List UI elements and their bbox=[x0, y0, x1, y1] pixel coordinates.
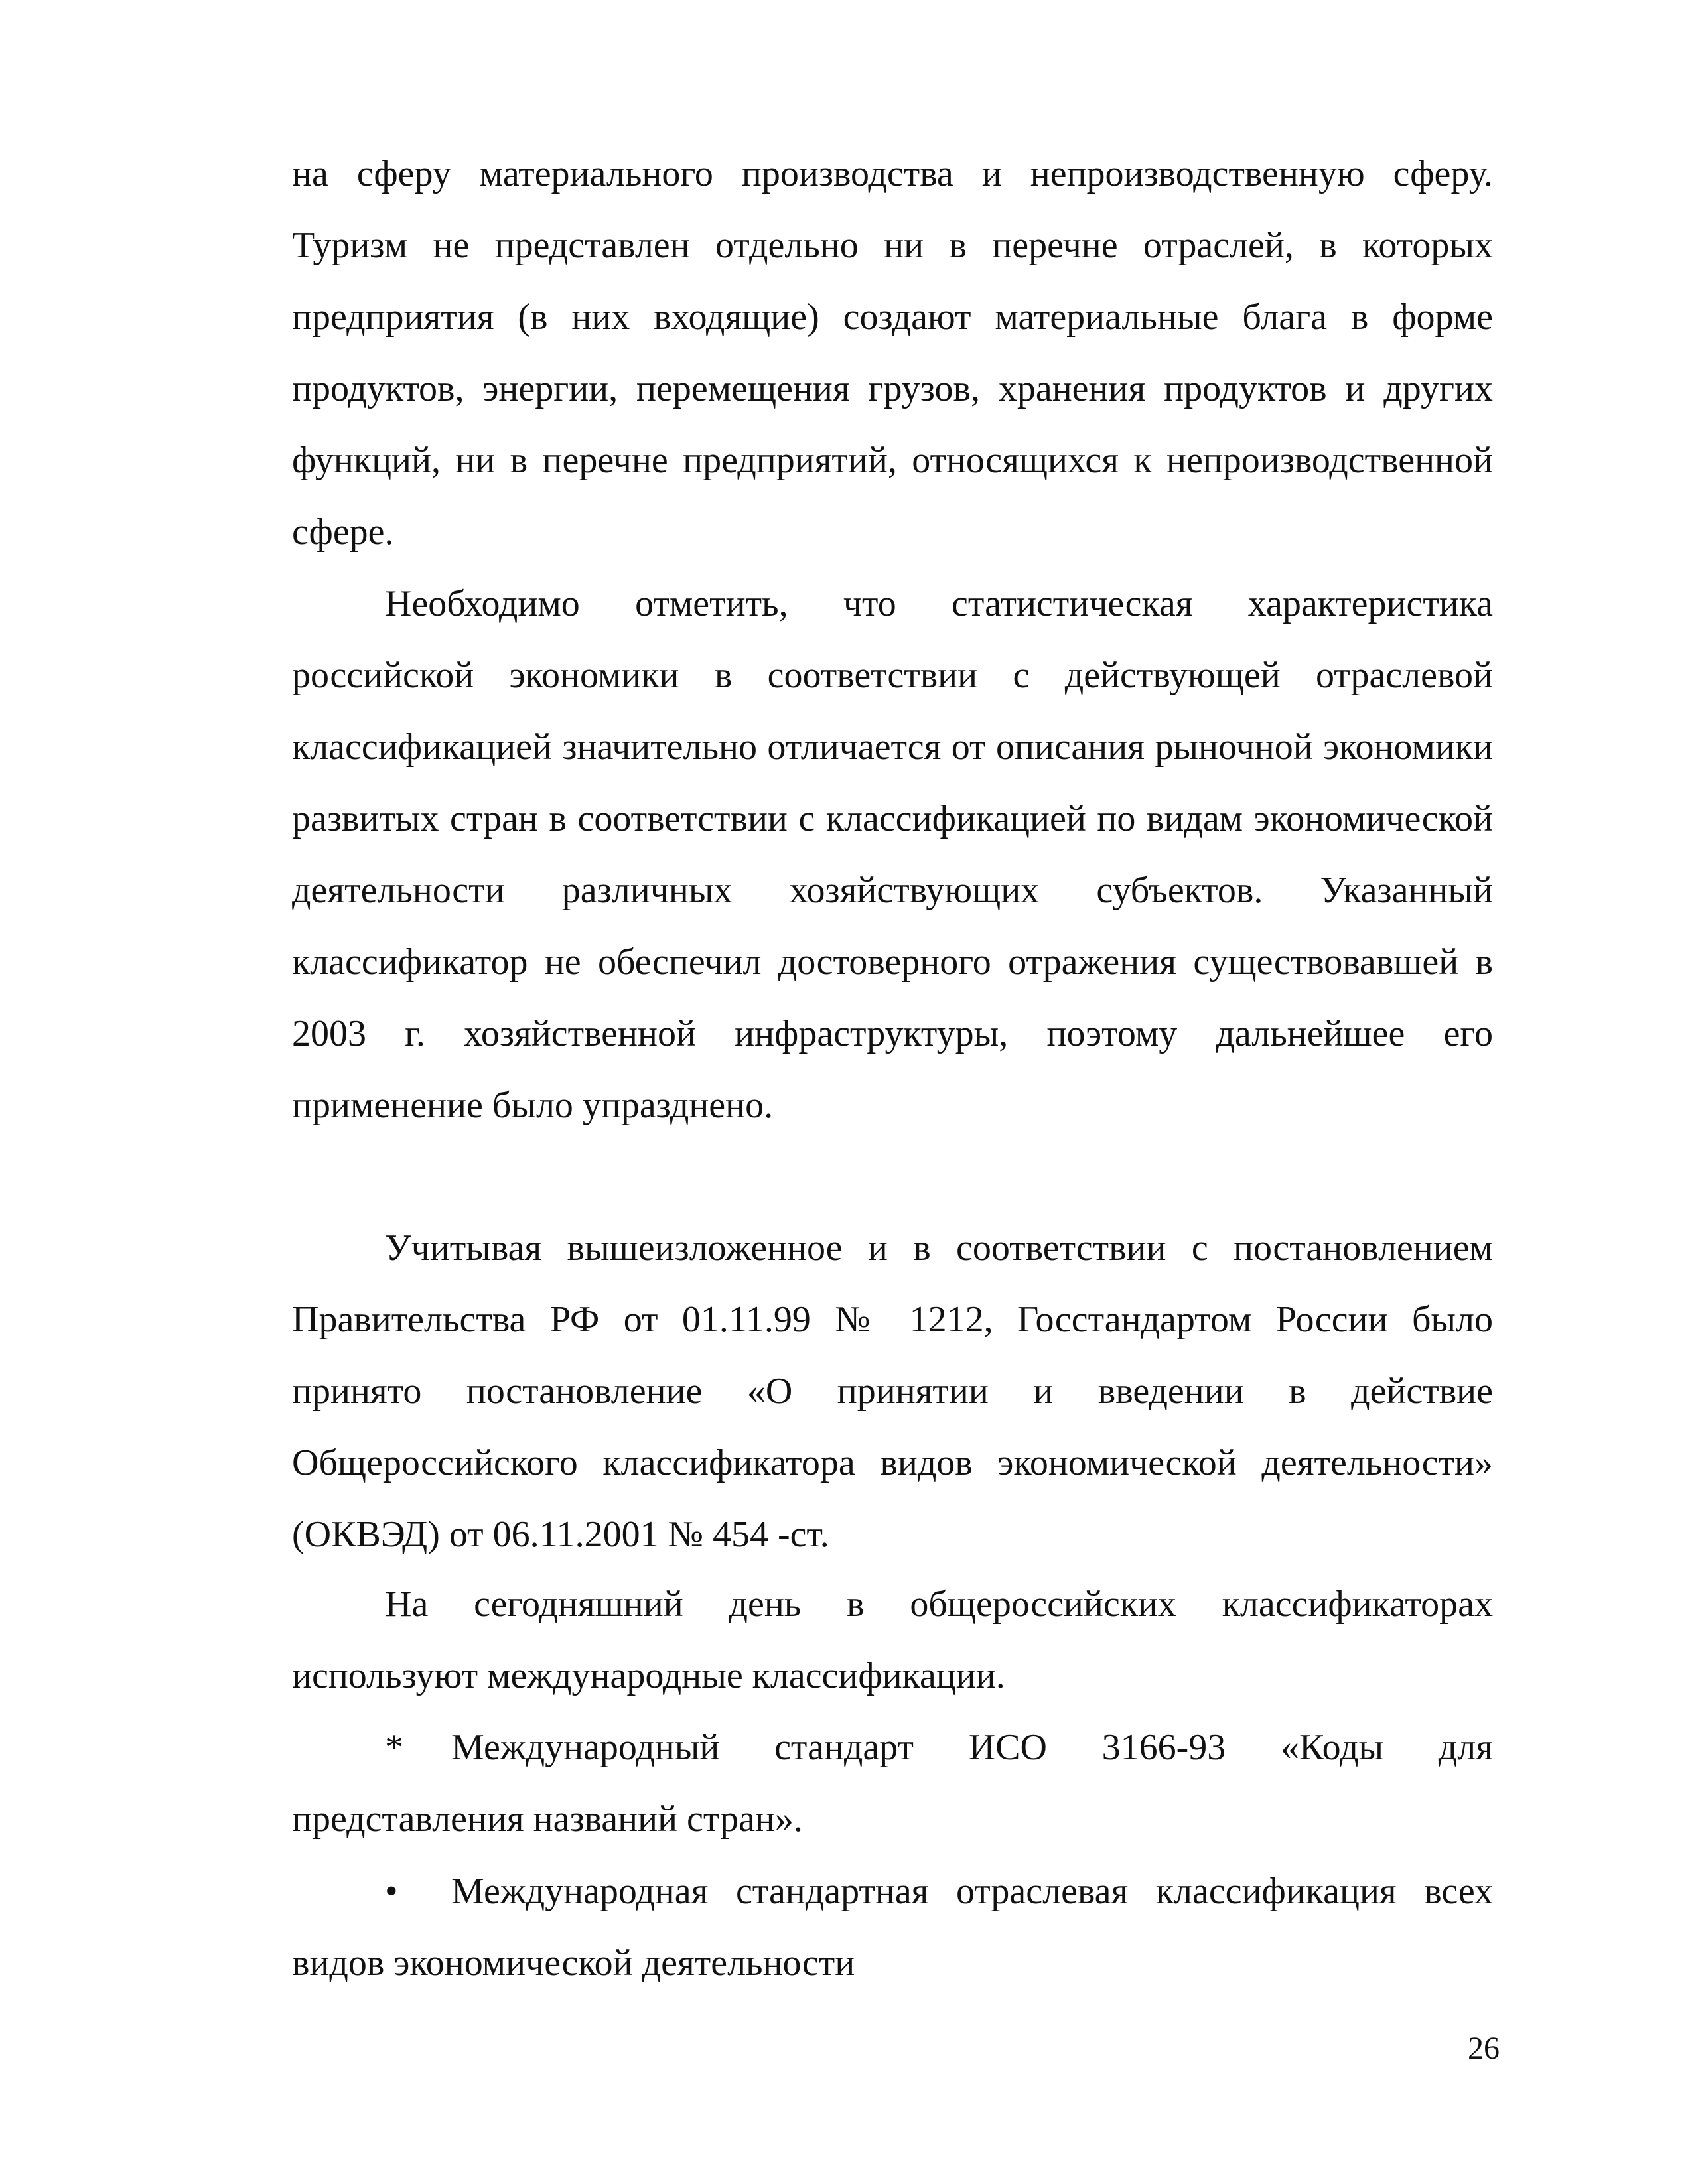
list-item-2-text: Международная стандартная отраслевая классификация всех видов экономической деятельности bbox=[292, 1871, 1493, 1984]
list-item-1-text: Международный стандарт ИСО 3166-93 «Коды для представления названий стран». bbox=[292, 1727, 1493, 1840]
paragraph-3: Учитывая вышеизложенное и в соответствии с постановлением Правительства РФ от 01.11.99 № 1212, Госстандартом России было принято постановление «О принятии и введении в действие Общероссийского классификатора видов экономической деятельности» (ОКВЭД) от 06.11.2001 № 454 -ст. bbox=[292, 1227, 1493, 1555]
paragraph-4: На сегодняшний день в общероссийских классификаторах используют международные классификации. bbox=[292, 1584, 1493, 1696]
list-item-2 bbox=[292, 1856, 1493, 1999]
page-number: 26 bbox=[1468, 2031, 1500, 2066]
paragraph-2: Необходимо отметить, что статистическая характеристика российской экономики в соответствии с действующей отраслевой классификацией значительно отличается от описания рыночной экономики развитых стран в соответствии с классификацией по видам экономической деятельности различных хозяйствующих субъектов. Указанный классификатор не обеспечил достоверного отражения существовавшей в 2003 г. хозяйственной инфраструктуры, поэтому дальнейшее его применение было упразднено. bbox=[292, 583, 1493, 1126]
paragraph-1: на сферу материального производства и непроизводственную сферу. Туризм не представлен отдельно ни в перечне отраслей, в которых предприятия (в них входящие) создают материальные блага в форме продуктов, энергии, перемещения грузов, хранения продуктов и других функций, ни в перечне предприятий, относящихся к непроизводственной сфере. bbox=[292, 153, 1493, 553]
bullet-marker: • bbox=[385, 1871, 398, 1912]
asterisk-marker: * bbox=[385, 1727, 403, 1768]
list-item-1 bbox=[292, 1712, 1493, 1855]
